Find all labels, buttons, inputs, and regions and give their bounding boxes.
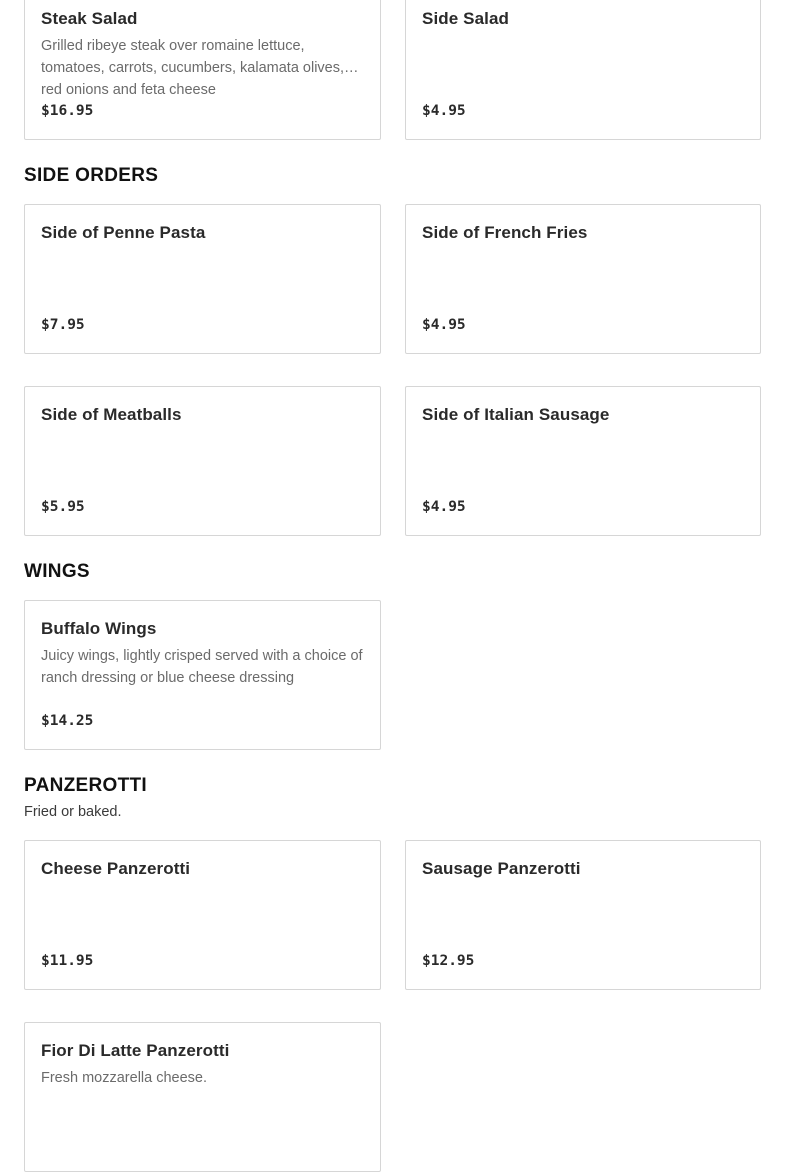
menu-item-name: Side of Penne Pasta [41,223,206,242]
section-title-side-orders: SIDE ORDERS [24,165,159,186]
menu-item-name: Side of Meatballs [41,405,182,424]
menu-item-description: Fresh mozzarella cheese. [41,1070,208,1086]
menu-item-card-side-meatballs[interactable] [24,386,381,536]
menu-item-card-sausage-panzerotti[interactable] [405,840,761,990]
section-title-panzerotti: PANZEROTTI [24,775,147,796]
menu-item-name: Side of French Fries [422,223,588,242]
menu-item-price: $5.95 [41,499,85,515]
menu-item-card-side-penne-pasta[interactable] [24,204,381,354]
menu-item-name: Side of Italian Sausage [422,405,610,424]
menu-item-name: Side Salad [422,9,509,28]
menu-item-card-steak-salad[interactable] [24,0,381,140]
menu-item-price: $12.95 [422,953,475,969]
menu-item-name: Steak Salad [41,9,138,28]
menu-item-card-cheese-panzerotti[interactable] [24,840,381,990]
section-title-wings: WINGS [24,561,90,582]
menu-item-name: Sausage Panzerotti [422,859,581,878]
menu-item-card-buffalo-wings[interactable] [24,600,381,750]
menu-item-price: $4.95 [422,317,466,333]
menu-item-price: $11.95 [41,953,94,969]
menu-item-price: $14.25 [41,713,94,729]
menu-item-price: $4.95 [422,103,466,119]
section-subtitle-panzerotti: Fried or baked. [24,804,122,820]
menu-item-card-side-french-fries[interactable] [405,204,761,354]
menu-item-card-side-salad[interactable] [405,0,761,140]
menu-item-name: Fior Di Latte Panzerotti [41,1041,230,1060]
menu-item-card-fior-di-latte-panzerotti[interactable] [24,1022,381,1172]
menu-item-description: Grilled ribeye steak over romaine lettuce, tomatoes, carrots, cucumbers, kalamata olives, red onions and feta cheese [41,38,345,98]
menu-item-price: $4.95 [422,499,466,515]
menu-item-name: Buffalo Wings [41,619,157,638]
menu-item-price: $7.95 [41,317,85,333]
menu-item-price: $16.95 [41,103,94,119]
menu-item-name: Cheese Panzerotti [41,859,191,878]
menu-item-card-side-italian-sausage[interactable] [405,386,761,536]
menu-item-description: Juicy wings, lightly crisped served with a choice of ranch dressing or blue cheese dressing [41,648,363,686]
